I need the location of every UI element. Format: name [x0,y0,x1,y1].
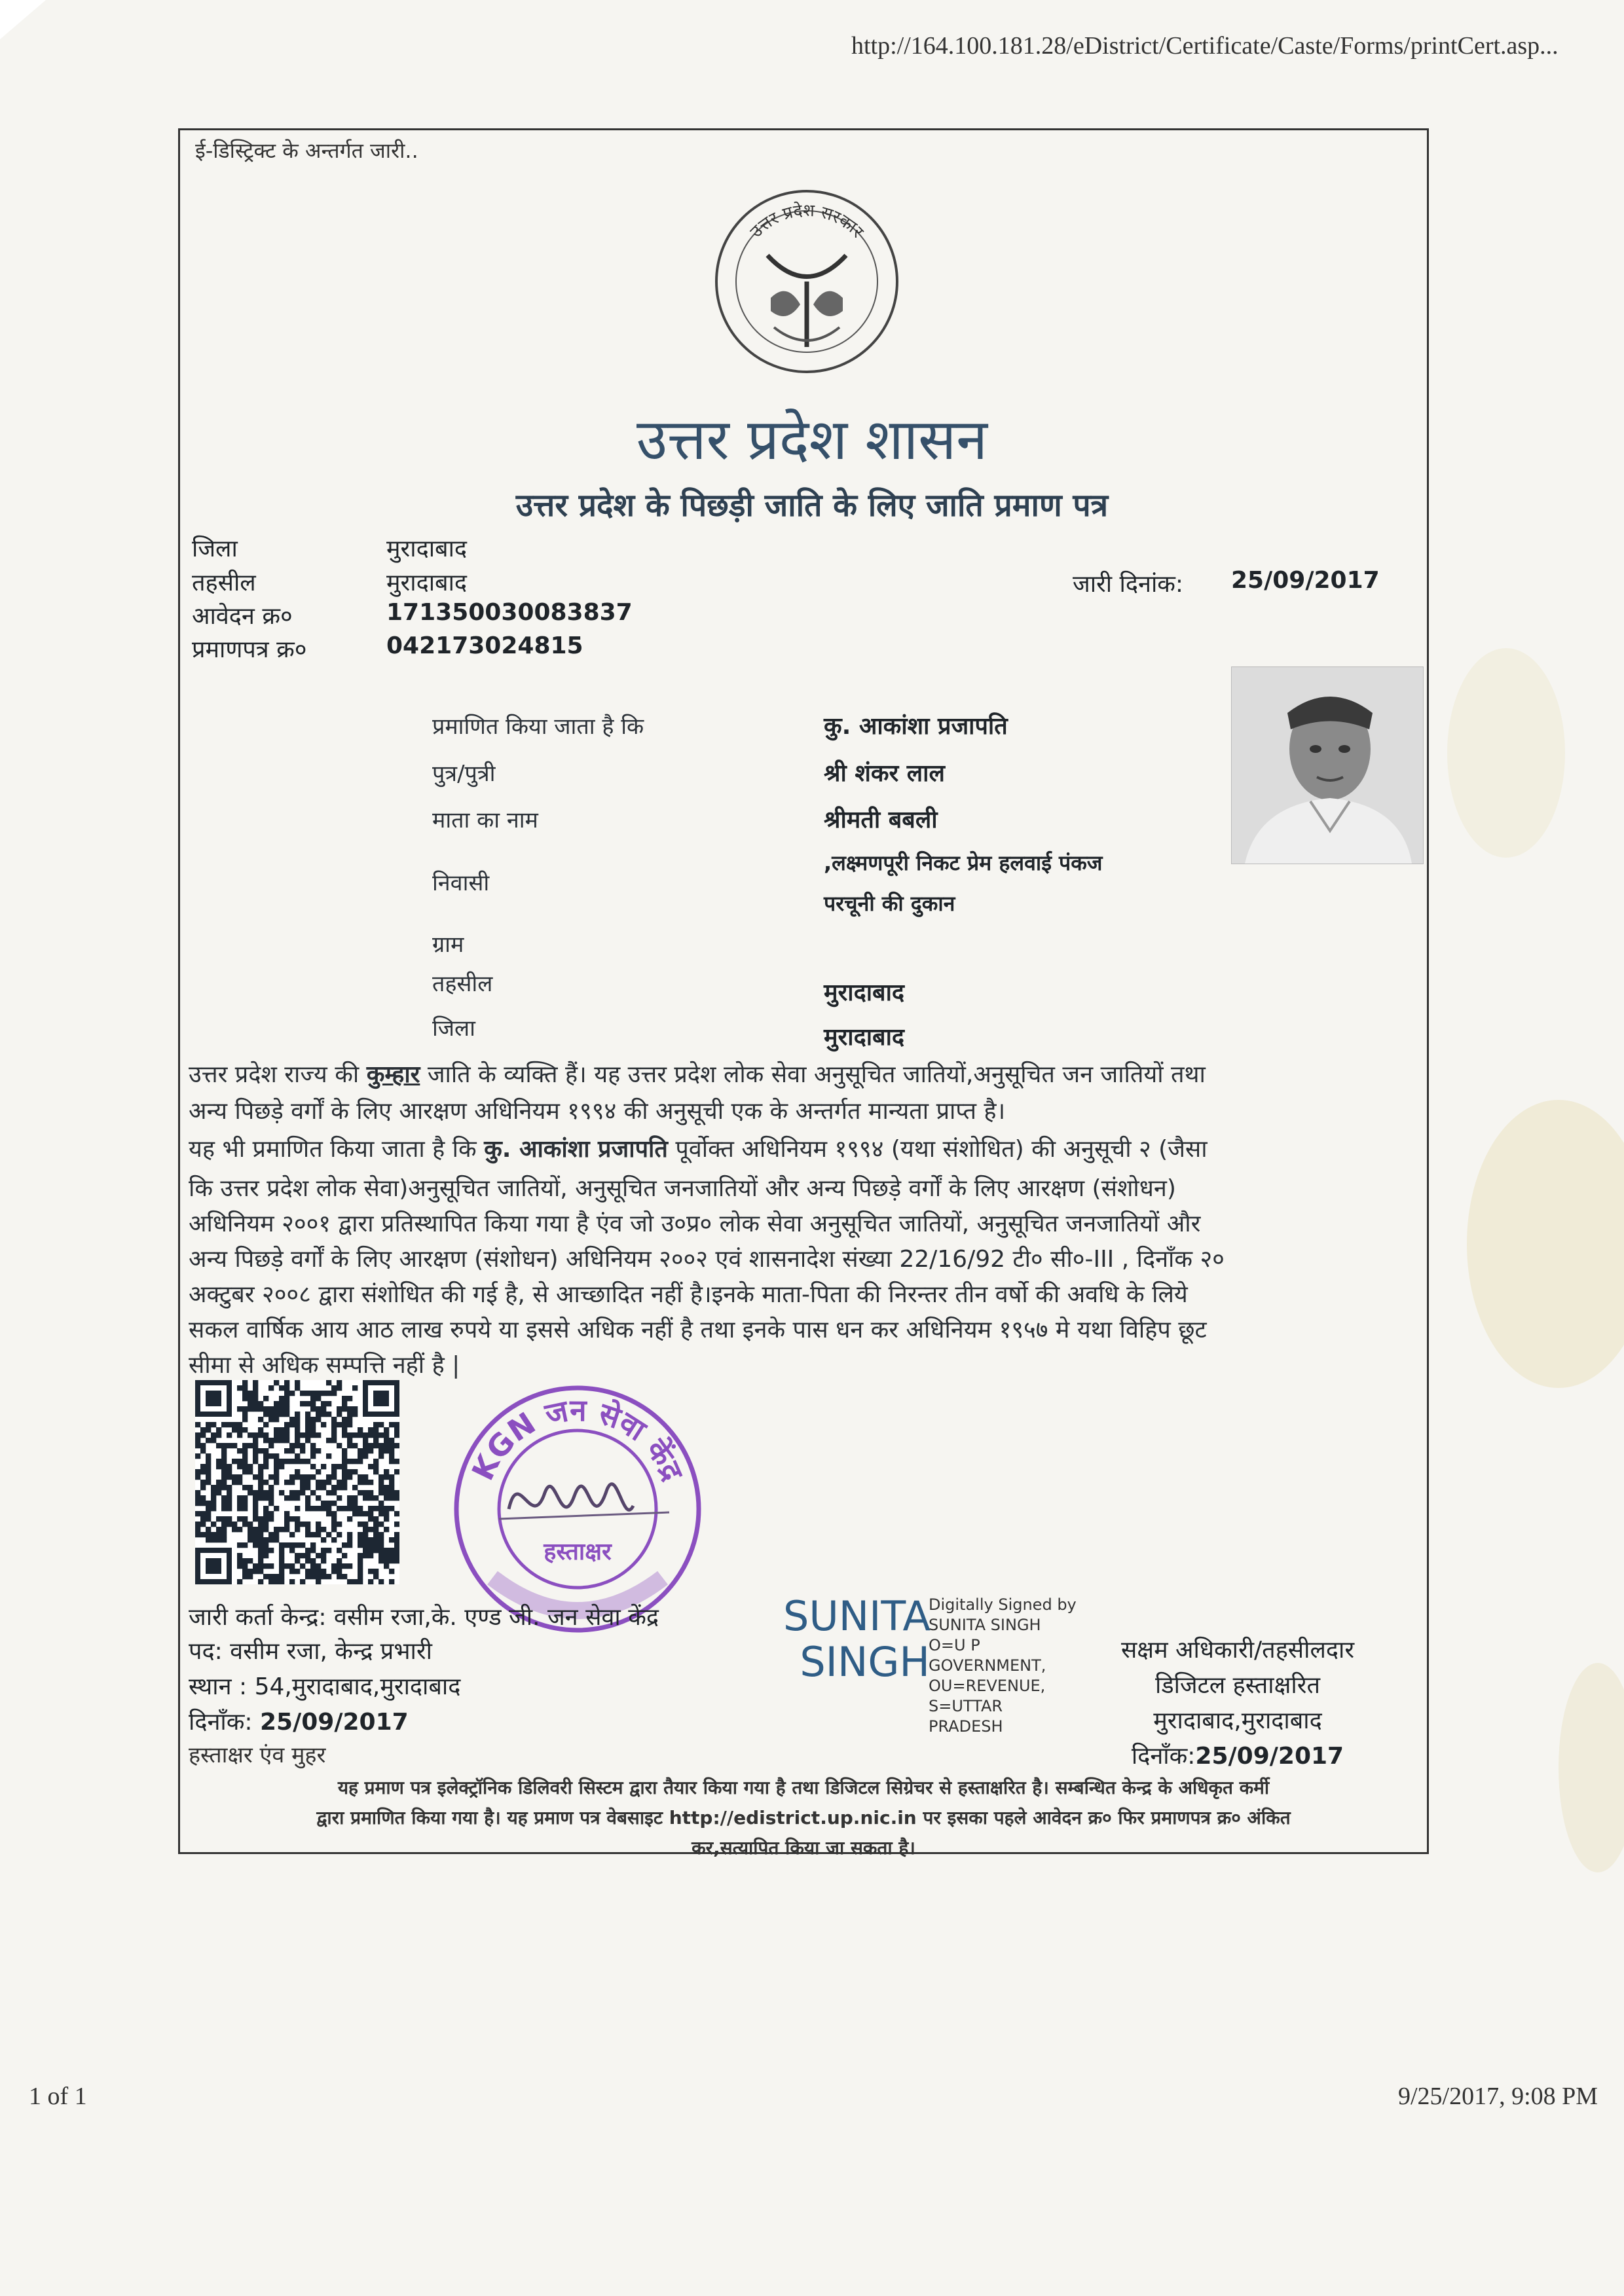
child-of-label: पुत्र/पुत्री [432,761,496,787]
caste-name: कुम्हार [366,1061,420,1088]
print-datetime: 9/25/2017, 9:08 PM [1398,2083,1598,2110]
income-paragraph-line1 [189,1131,1423,1168]
issuer-post: पद: वसीम रजा, केन्द्र प्रभारी [189,1638,432,1665]
signature-name-line2: SINGH [800,1638,930,1686]
income-paragraph-name: कु. आकांशा प्रजापति [484,1136,668,1163]
signature-detail-4: GOVERNMENT, [929,1656,1046,1675]
certified-value: कु. आकांशा प्रजापति [824,713,1008,740]
caste-paragraph-line1 [189,1057,1423,1093]
authority-title: सक्षम अधिकारी/तहसीलदार [1120,1637,1355,1664]
authority-place: मुरादाबाद,मुरादाबाद [1153,1707,1322,1734]
caste-paragraph-line2: अन्य पिछड़े वर्गों के लिए आरक्षण अधिनियम १९९४ की अनुसूची एक के अन्तर्गत मान्यता प्राप्त है। [189,1098,1006,1125]
details-tehsil-value: मुरादाबाद [824,979,905,1006]
application-no-label: आवेदन क्र० [192,603,293,630]
income-paragraph-line1-pre: यह भी प्रमाणित किया जाता है कि [189,1136,485,1163]
issue-date-value: 25/09/2017 [1231,567,1380,594]
signature-name-line1: SUNITA [783,1592,931,1640]
certificate-subtitle: उत्तर प्रदेश के पिछड़ी जाति के लिए जाति प्रमाण पत्र [515,487,1109,524]
digital-signature-details [929,1595,1079,1737]
kgn-jan-seva-stamp [447,1381,709,1637]
footnote-line2: द्वारा प्रमाणित किया गया है। यह प्रमाण पत्र वेबसाइट http://edistrict.up.nic.in पर इसका पहले आवेदन क्र० फिर प्रमाणपत्र क्र० अंकित [316,1807,1291,1829]
village-label: ग्राम [432,932,464,958]
authority-digital-signed: डिजिटल हस्ताक्षरित [1155,1672,1320,1699]
issuer-center: जारी कर्ता केन्द्र: वसीम रजा,के. एण्ड जी. जन सेवा केंद्र [189,1604,659,1631]
signature-detail-5: OU=REVENUE, [929,1677,1046,1695]
applicant-photo [1231,666,1424,864]
certificate-no-label: प्रमाणपत्र क्र० [192,636,307,663]
district-value: मुरादाबाद [386,536,468,562]
digital-signature-name [783,1594,930,1685]
page-url: http://164.100.181.28/eDistrict/Certificate/Caste/Forms/printCert.asp... [851,32,1559,60]
issued-under-text: ई-डिस्ट्रिक्ट के अन्तर्गत जारी.. [195,138,418,163]
footnote-line3: कर,सत्यापित किया जा सकता है। [692,1837,915,1859]
qr-code [195,1380,399,1584]
certificate-title: उत्तर प्रदेश शासन [636,407,988,473]
emblem-ring-text: उत्तर प्रदेश सरकार [746,200,868,242]
signature-detail-1: Digitally Signed by [929,1595,1077,1614]
footnote-line1: यह प्रमाण पत्र इलेक्ट्रॉनिक डिलिवरी सिस्टम द्वारा तैयार किया गया है तथा डिजिटल सिग्रेचर से हस्ताक्षरित है। सम्बन्धित केन्द्र के अधिकृत कर्मी [337,1777,1270,1798]
details-tehsil-label: तहसील [432,971,493,997]
signature-detail-7: PRADESH [929,1717,1003,1736]
stamp-ring-text: KGN जन सेवा केंद्र [464,1392,691,1486]
district-label: जिला [192,536,238,562]
svg-text:KGN जन सेवा केंद्र [465,1393,691,1487]
mother-value: श्रीमती बबली [824,807,938,833]
resident-value-line1: ,लक्ष्मणपूरी निकट प्रेम हलवाई पंकज [824,850,1103,875]
issuer-date-value: 25/09/2017 [259,1709,409,1736]
income-paragraph-line1-post: पूर्वोक्त अधिनियम १९९४ (यथा संशोधित) की अनुसूची २ (जैसा [667,1136,1208,1163]
signature-detail-3: O=U P [929,1636,980,1654]
issuer-sign-seal: हस्ताक्षर एंव मुहर [189,1742,326,1768]
income-paragraph-line6: सकल वार्षिक आय आठ लाख रुपये या इससे अधिक नहीं है तथा इनके पास धन कर अधिनियम १९५७ मे यथा विहिप छूट [189,1317,1207,1343]
mother-label: माता का नाम [432,807,538,833]
authority-date-label: दिनाँक: [1131,1743,1196,1770]
signature-detail-2: SUNITA SINGH [929,1616,1041,1634]
tehsil-label: तहसील [192,570,256,596]
issuer-date [189,1705,409,1737]
income-paragraph-line3: अधिनियम २००१ द्वारा प्रतिस्थापित किया गया है एंव जो उ०प्र० लोक सेवा अनुसूचित जातियों, अनुसूचित जनजातियों और [189,1211,1201,1237]
tehsil-value: मुरादाबाद [386,570,468,596]
caste-paragraph-line1-post: जाति के व्यक्ति हैं। यह उत्तर प्रदेश लोक सेवा अनुसूचित जातियों,अनुसूचित जन जातियों तथा [420,1061,1206,1088]
stamp-center-text: हस्ताक्षर [544,1539,612,1565]
certified-label: प्रमाणित किया जाता है कि [432,714,644,740]
income-paragraph-line4: अन्य पिछड़े वर्गों के लिए आरक्षण (संशोधन) अधिनियम २००२ एवं शासनादेश संख्या 22/16/92 टी० सी०-III , दिनाँक २० [189,1246,1225,1273]
up-government-emblem [709,183,905,373]
resident-value-line2: परचूनी की दुकान [824,891,955,916]
certificate-no-value: 042173024815 [386,632,583,659]
signature-detail-6: S=UTTAR [929,1697,1003,1715]
authority-date-value: 25/09/2017 [1195,1743,1344,1770]
child-of-value: श्री शंकर लाल [824,760,945,787]
application-no-value: 171350030083837 [386,599,633,626]
authority-date [1061,1739,1414,1771]
issue-date-label: जारी दिनांक: [1073,571,1184,598]
income-paragraph-line2: कि उत्तर प्रदेश लोक सेवा)अनुसूचित जातियों, अनुसूचित जनजातियों और अन्य पिछड़े वर्गों के लिए आरक्षण (संशोधन) [189,1175,1176,1202]
issuer-place: स्थान : 54,मुरादाबाद,मुरादाबाद [189,1673,461,1700]
income-paragraph-line7: सीमा से अधिक सम्पत्ति नहीं है | [189,1352,460,1379]
caste-paragraph-line1-pre: उत्तर प्रदेश राज्य की [189,1061,367,1088]
details-district-value: मुरादाबाद [824,1024,905,1051]
issuer-date-label: दिनाँक: [189,1709,253,1736]
page-count: 1 of 1 [29,2083,87,2110]
income-paragraph-line5: अक्टुबर २००८ द्वारा संशोधित की गई है, से आच्छादित नहीं है।इनके माता-पिता की निरन्तर तीन वर्षो की अवधि के लिये [189,1281,1188,1308]
resident-label: निवासी [432,870,490,896]
details-district-label: जिला [432,1015,475,1042]
svg-text:उत्तर प्रदेश सरकार [747,200,868,242]
